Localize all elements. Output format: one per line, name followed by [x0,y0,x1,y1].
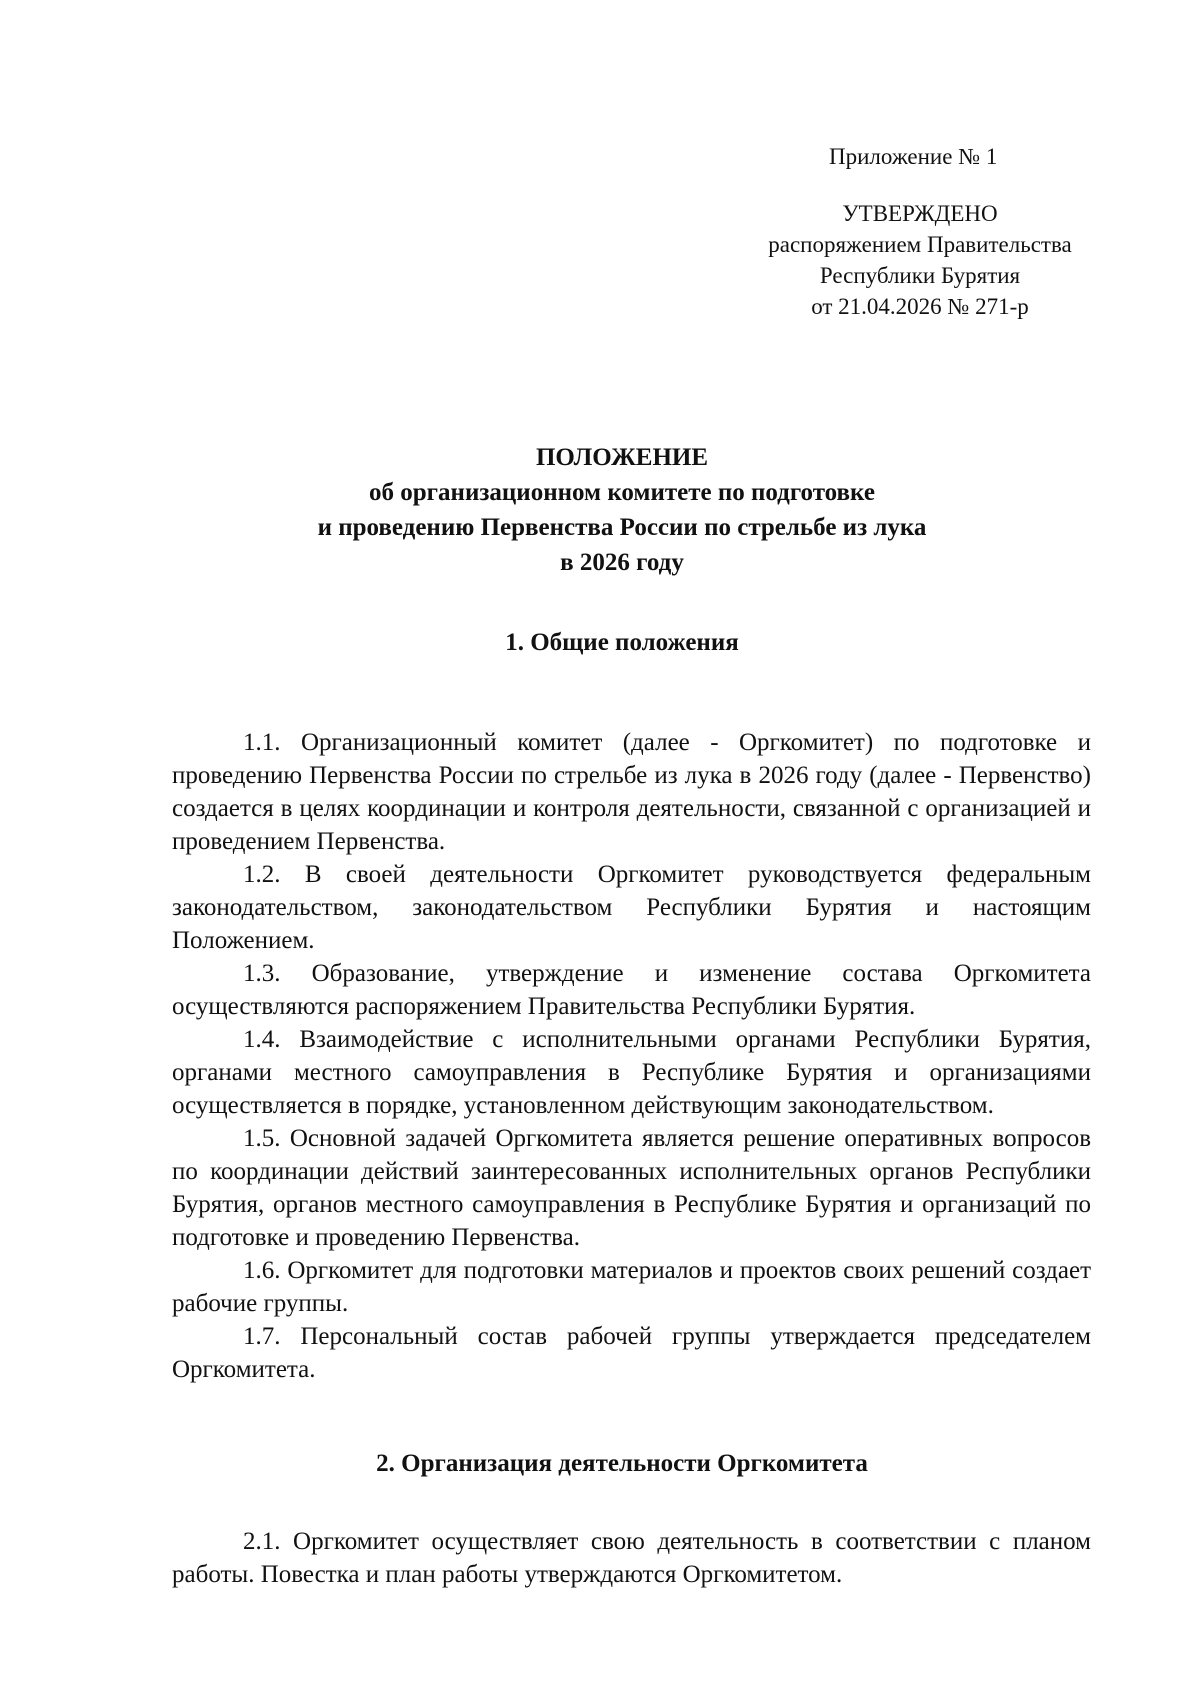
approval-status: УТВЕРЖДЕНО [842,201,998,226]
paragraph: 1.2. В своей деятельности Оргкомитет руководствуется федеральным законодательством, законодательством Республики Бурятия и настоящим Положением. [172,861,1091,954]
section-heading-organization: 2. Организация деятельности Оргкомитета [376,1450,868,1477]
paragraph: 1.7. Персональный состав рабочей группы утверждается председателем Оргкомитета. [172,1323,1091,1383]
paragraph: 1.3. Образование, утверждение и изменение состава Оргкомитета осуществляются распоряжением Правительства Республики Бурятия. [172,960,1091,1020]
approval-authority: распоряжением Правительства [768,232,1072,257]
document-title [172,440,1072,580]
approval-date-number: от 21.04.2026 № 271-р [811,294,1029,319]
paragraph: 1.6. Оргкомитет для подготовки материалов и проектов своих решений создает рабочие группы. [172,1257,1091,1317]
section-heading-general: 1. Общие положения [505,629,739,656]
section-body-organization [172,1525,1091,1591]
document-title-main: ПОЛОЖЕНИЕ [535,444,709,471]
document-title-line: и проведению Первенства России по стрельбе из лука [317,514,927,541]
paragraph: 1.4. Взаимодействие с исполнительными органами Республики Бурятия, органами местного самоуправления в Республике Бурятия и организациями осуществляется в порядке, установленном действующим законодательством. [172,1026,1091,1119]
paragraph: 2.1. Оргкомитет осуществляет свою деятельность в соответствии с планом работы. Повестка и план работы утверждаются Оргкомитетом. [172,1528,1091,1588]
document-title-line: в 2026 году [560,549,684,576]
paragraph: 1.5. Основной задачей Оргкомитета является решение оперативных вопросов по координации действий заинтересованных исполнительных органов Республики Бурятия, органов местного самоуправления в Республике Бурятия и организаций по подготовке и проведению Первенства. [172,1125,1091,1251]
document-title-line: об организационном комитете по подготовке [369,479,875,506]
appendix-label: Приложение № 1 [829,144,998,169]
approval-stamp [745,198,1095,322]
paragraph: 1.1. Организационный комитет (далее - Оргкомитет) по подготовке и проведению Первенства России по стрельбе из лука в 2026 году (далее - Первенство) создается в целях координации и контроля деятельности, связанной с организацией и проведением Первенства. [172,729,1091,855]
section-body-general [172,726,1091,1386]
approval-region: Республики Бурятия [819,263,1021,288]
